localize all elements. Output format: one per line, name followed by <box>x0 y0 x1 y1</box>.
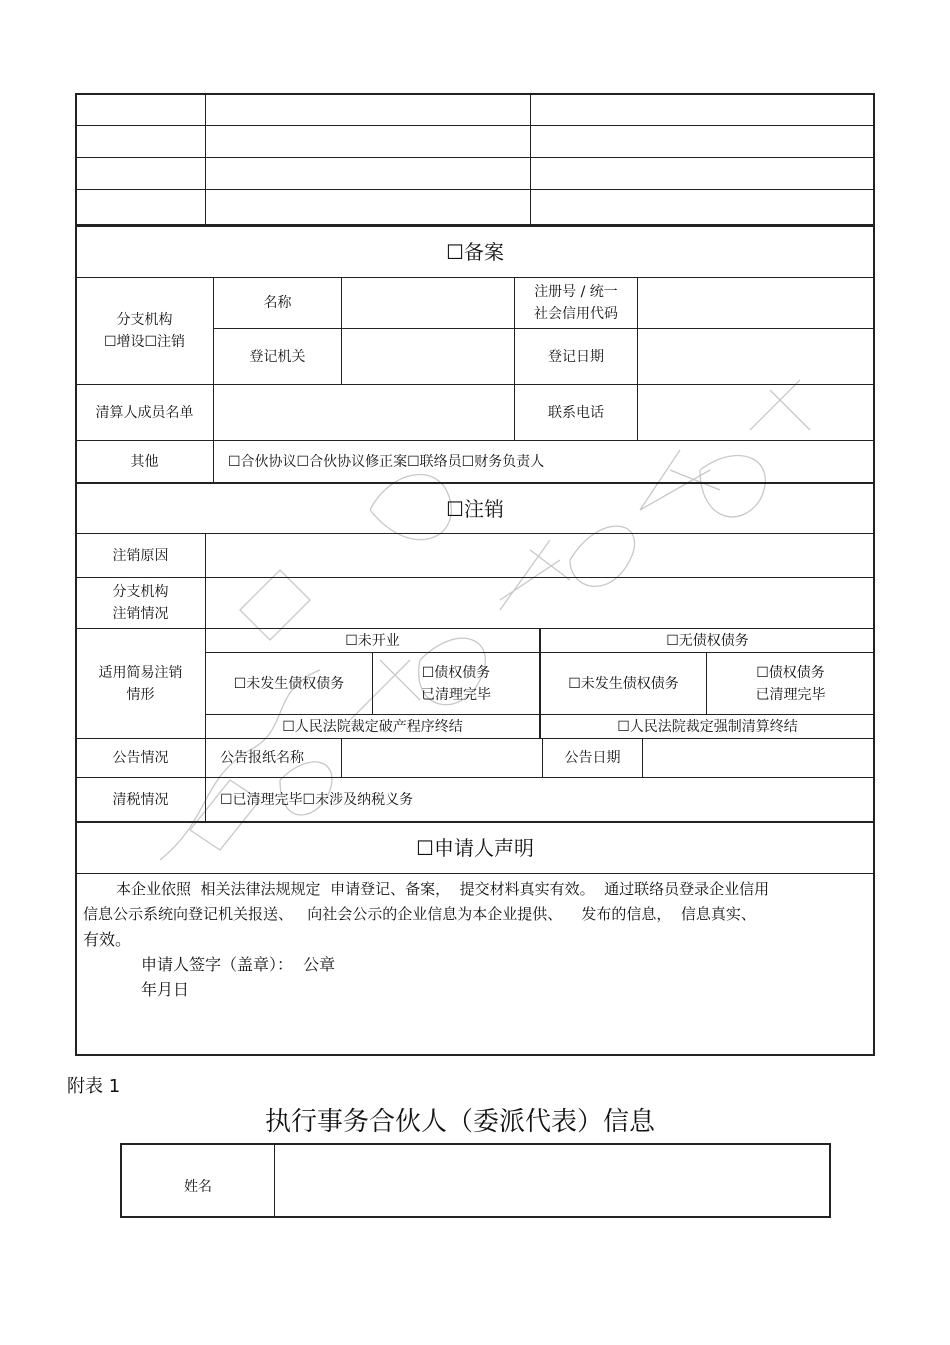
reg-authority-label: 登记机关 <box>213 328 342 385</box>
reg-date-label: 登记日期 <box>514 328 638 385</box>
simple-cancel-line2: 情形 <box>126 686 155 703</box>
no-debt-option[interactable]: ☐无债权债务 <box>539 628 875 653</box>
no-debt-occurred-option-2[interactable]: ☐未发生债权债务 <box>539 652 707 715</box>
bankruptcy-option[interactable]: ☐人民法院裁定破产程序终结 <box>205 714 540 739</box>
debt-cleared-option-2[interactable] <box>706 652 875 715</box>
announce-date-label: 公告日期 <box>542 738 643 778</box>
other-label: 其他 <box>75 440 214 483</box>
debt-cleared-2-line1: ☐债权债务 <box>756 664 825 681</box>
simple-cancel-label <box>75 628 206 739</box>
tax-label: 清税情况 <box>75 777 206 822</box>
announce-label: 公告情况 <box>75 738 206 778</box>
declaration-text <box>83 877 873 1002</box>
debt-cleared-1-line1: ☐债权债务 <box>421 664 491 681</box>
tax-options[interactable]: ☐已清理完毕☐未涉及纳税义务 <box>205 777 875 822</box>
no-debt-occurred-option-1[interactable]: ☐未发生债权债务 <box>205 652 373 715</box>
branch-label-line2[interactable]: ☐增设☐注销 <box>103 334 186 350</box>
name-label: 名称 <box>213 277 342 329</box>
declaration-line-3: 有效。 <box>83 930 132 949</box>
branch-cancel-field[interactable] <box>205 577 875 629</box>
branch-label-line1: 分支机构 <box>116 312 173 328</box>
reg-no-label-line2: 社会信用代码 <box>534 306 618 322</box>
newspaper-field[interactable] <box>341 738 543 778</box>
forced-liquidation-option[interactable]: ☐人民法院裁定强制清算终结 <box>539 714 875 739</box>
debt-cleared-1-line2: 已清理完毕 <box>421 686 491 703</box>
branch-cancel-line2: 注销情况 <box>112 606 169 622</box>
declaration-line-2: 信息公示系统向登记机关报送、 向社会公示的企业信息为本企业提供、 发布的信息， 信息真实、 <box>83 905 756 923</box>
appendix-name-label: 姓名 <box>122 1145 275 1216</box>
phone-field[interactable] <box>637 384 875 441</box>
appendix-name-field[interactable] <box>276 1145 829 1216</box>
newspaper-label: 公告报纸名称 <box>205 738 342 778</box>
cancel-section-title[interactable]: ☐注销 <box>75 482 875 534</box>
reg-no-field[interactable] <box>637 277 875 329</box>
other-options[interactable]: ☐合伙协议☐合伙协议修正案☐联络员☐财务负责人 <box>213 440 875 483</box>
liquidators-label: 清算人成员名单 <box>75 384 214 441</box>
announce-date-field[interactable] <box>642 738 875 778</box>
cancel-reason-label: 注销原因 <box>75 533 206 578</box>
phone-label: 联系电话 <box>514 384 638 441</box>
branch-label <box>75 277 214 385</box>
reg-no-label-line1: 注册号 / 统一 <box>534 284 618 300</box>
cancel-reason-field[interactable] <box>205 533 875 578</box>
reg-date-field[interactable] <box>637 328 875 385</box>
declaration-title[interactable]: ☐申请人声明 <box>75 821 875 874</box>
declaration-date: 年月日 <box>141 980 190 999</box>
simple-cancel-line1: 适用简易注销 <box>98 664 183 681</box>
filing-section-title[interactable]: ☐备案 <box>75 225 875 278</box>
branch-cancel-label <box>75 577 206 629</box>
reg-authority-field[interactable] <box>341 328 515 385</box>
appendix-label: 附表 1 <box>67 1076 121 1097</box>
liquidators-field[interactable] <box>213 384 515 441</box>
not-opened-option[interactable]: ☐未开业 <box>205 628 540 653</box>
debt-cleared-2-line2: 已清理完毕 <box>755 686 826 703</box>
reg-no-label <box>514 277 638 329</box>
branch-cancel-line1: 分支机构 <box>112 584 169 600</box>
declaration-line-1: 本企业依照 相关法律法规规定 申请登记、备案， 提交材料真实有效。 通过联络员登录企业信用 <box>116 880 770 898</box>
debt-cleared-option-1[interactable] <box>372 652 540 715</box>
appendix-title: 执行事务合伙人（委派代表）信息 <box>264 1107 655 1137</box>
name-field[interactable] <box>341 277 515 329</box>
declaration-body <box>75 873 875 1056</box>
declaration-signature: 申请人签字（盖章）： 公章 <box>141 955 336 974</box>
